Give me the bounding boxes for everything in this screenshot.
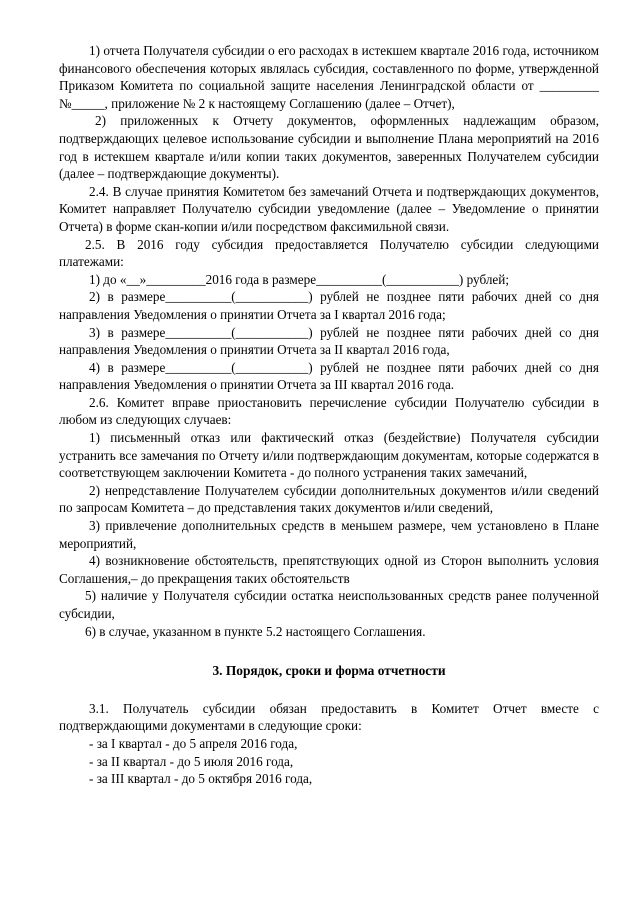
suspension-case-1: 1) письменный отказ или фактический отказ (бездействие) Получателя субсидии устранить все замечания по Отчету и/или подтверждающим документам, которые содержатся в соответствующем заключении Комитета - до полного устранения таких замечаний, — [59, 430, 599, 481]
payment-item-2: 2) в размере__________(___________) рублей не позднее пяти рабочих дней со дня направления Уведомления о принятии Отчета за I квартал 2016 года; — [59, 289, 599, 322]
payment-item-3: 3) в размере__________(___________) рублей не позднее пяти рабочих дней со дня направления Уведомления о принятии Отчета за II квартал 2016 года, — [59, 324, 599, 358]
suspension-case-5: 5) наличие у Получателя субсидии остатка неиспользованных средств ранее полученной субсидии, — [59, 588, 599, 621]
deadline-q1: - за I квартал - до 5 апреля 2016 года, — [89, 735, 298, 751]
payment-item-1: 1) до «__»_________2016 года в размере__________(___________) рублей; — [89, 271, 509, 287]
suspension-case-2: 2) непредставление Получателем субсидии дополнительных документов и/или сведений по запросам Комитета – до представления таких документов и/или сведений, — [59, 482, 599, 516]
paragraph-report-item-1: 1) отчета Получателя субсидии о его расходах в истекшем квартале 2016 года, источником финансового обеспечения которых являлась субсидия, составленного по форме, утвержденной Приказом Комитета по социальной защите населения Ленинградской области от _________ №_____, приложение № 2 к настоящему Соглашению (далее – Отчет), — [59, 43, 599, 111]
deadline-q3: - за III квартал - до 5 октября 2016 года, — [89, 771, 313, 787]
paragraph-2-5: 2.5. В 2016 году субсидия предоставляется Получателю субсидии следующими платежами: — [59, 236, 599, 270]
paragraph-2-6: 2.6. Комитет вправе приостановить перечисление субсидии Получателю субсидии в любом из следующих случаев: — [59, 394, 599, 428]
paragraph-3-1: 3.1. Получатель субсидии обязан предоставить в Комитет Отчет вместе с подтверждающими документами в следующие сроки: — [59, 700, 599, 734]
suspension-case-6: 6) в случае, указанном в пункте 5.2 настоящего Соглашения. — [85, 623, 426, 639]
paragraph-2-4: 2.4. В случае принятия Комитетом без замечаний Отчета и подтверждающих документов, Комитет направляет Получателю субсидии уведомление (далее – Уведомление о принятии Отчета) в форме скан-копии и/или посредством факсимильной связи. — [59, 183, 599, 234]
deadline-q2: - за II квартал - до 5 июля 2016 года, — [89, 753, 294, 769]
suspension-case-3: 3) привлечение дополнительных средств в меньшем размере, чем установлено в Плане мероприятий, — [59, 518, 599, 551]
payment-item-4: 4) в размере__________(___________) рублей не позднее пяти рабочих дней со дня направления Уведомления о принятии Отчета за III квартал 2016 года. — [59, 359, 599, 393]
suspension-case-4: 4) возникновение обстоятельств, препятствующих одной из Сторон выполнить условия Соглашения,– до прекращения таких обстоятельств — [59, 553, 599, 586]
document-body — [59, 42, 599, 788]
paragraph-report-item-2: 2) приложенных к Отчету документов, оформленных надлежащим образом, подтверждающих целевое использование субсидии и выполнение Плана мероприятий на 2016 год в истекшем квартале и/или копии таких документов, заверенных Получателем субсидии (далее – подтверждающие документы). — [59, 113, 599, 182]
section-heading-3: 3. Порядок, сроки и форма отчетности — [212, 663, 446, 679]
